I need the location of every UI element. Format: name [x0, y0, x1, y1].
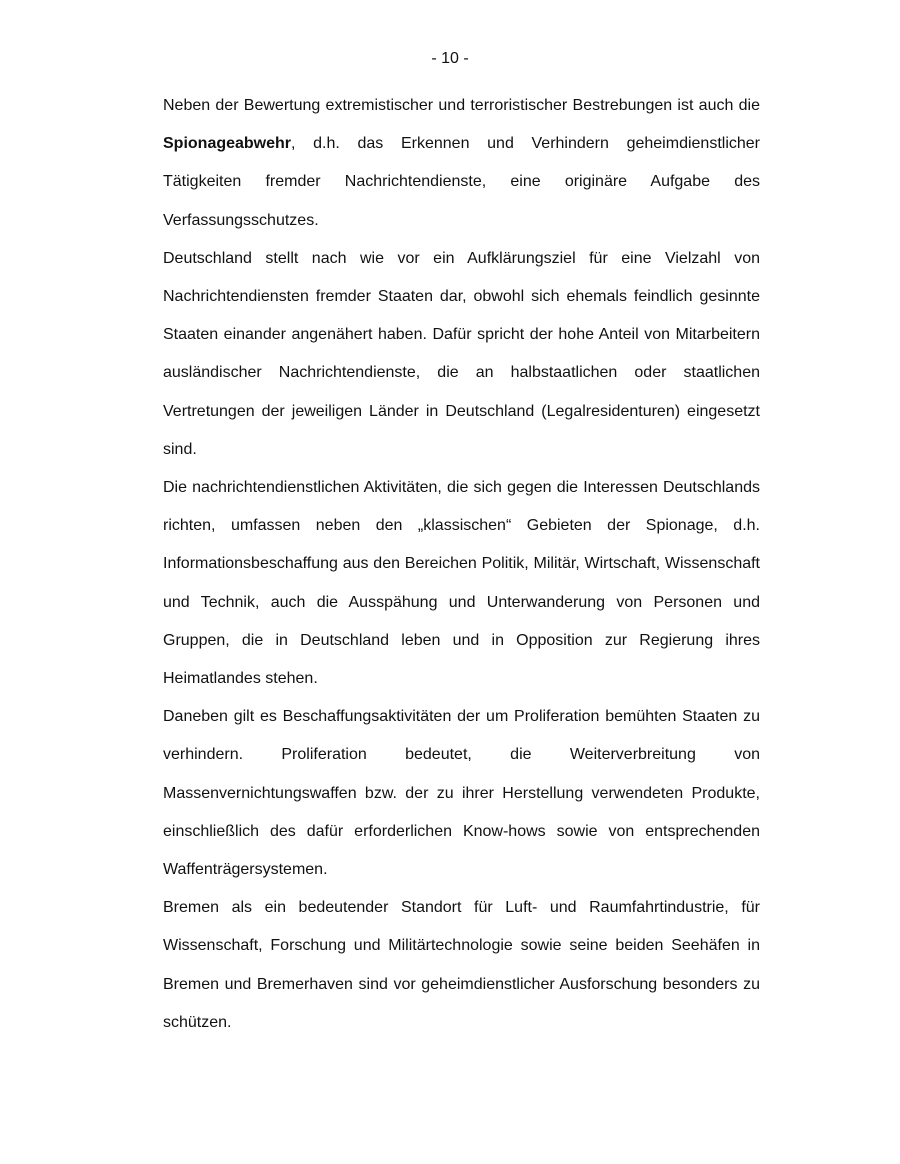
paragraph-proliferation: Daneben gilt es Beschaffungsaktivitäten der um Proliferation bemühten Staaten zu verhindern. Proliferation bedeutet, die Weiterverbreitung von Massenvernichtungswaffen bzw. der zu ihrer Herstellung verwendeten Produkte, einschließlich des dafür erforderlichen Know-hows sowie von entsprechenden Waffenträgersystemen.: [163, 708, 760, 879]
paragraph-spionageabwehr: [163, 87, 760, 240]
paragraph-bremen: Bremen als ein bedeutender Standort für Luft- und Raumfahrtindustrie, für Wissenschaft, Forschung und Militärtechnologie sowie seine beiden Seehäfen in Bremen und Bremerhaven sind vor geheimdienstlicher Ausforschung besonders zu schützen.: [163, 899, 760, 1031]
paragraph-text: Neben der Bewertung extremistischer und terroristischer Bestrebungen ist auch die: [163, 97, 760, 114]
document-body: [163, 87, 760, 1042]
paragraph-text: , d.h. das Erkennen und Verhindern geheimdienstlicher Tätigkeiten fremder Nachrichtendienste, eine originäre Aufgabe des Verfassungsschutzes.: [163, 135, 760, 229]
page-number: - 10 -: [431, 50, 469, 67]
emphasis-term: Spionageabwehr: [163, 135, 292, 153]
paragraph-aktivitaeten: Die nachrichtendienstlichen Aktivitäten, die sich gegen die Interessen Deutschlands richten, umfassen neben den „klassischen“ Gebieten der Spionage, d.h. Informationsbeschaffung aus den Bereichen Politik, Militär, Wirtschaft, Wissenschaft und Technik, auch die Ausspähung und Unterwanderung von Personen und Gruppen, die in Deutschland leben und in Opposition zur Regierung ihres Heimatlandes stehen.: [163, 479, 760, 688]
paragraph-aufklaerungsziel: Deutschland stellt nach wie vor ein Aufklärungsziel für eine Vielzahl von Nachrichtendiensten fremder Staaten dar, obwohl sich ehemals feindlich gesinnte Staaten einander angenähert haben. Dafür spricht der hohe Anteil von Mitarbeitern ausländischer Nachrichtendienste, die an halbstaatlichen oder staatlichen Vertretungen der jeweiligen Länder in Deutschland (Legalresidenturen) eingesetzt sind.: [163, 249, 760, 458]
